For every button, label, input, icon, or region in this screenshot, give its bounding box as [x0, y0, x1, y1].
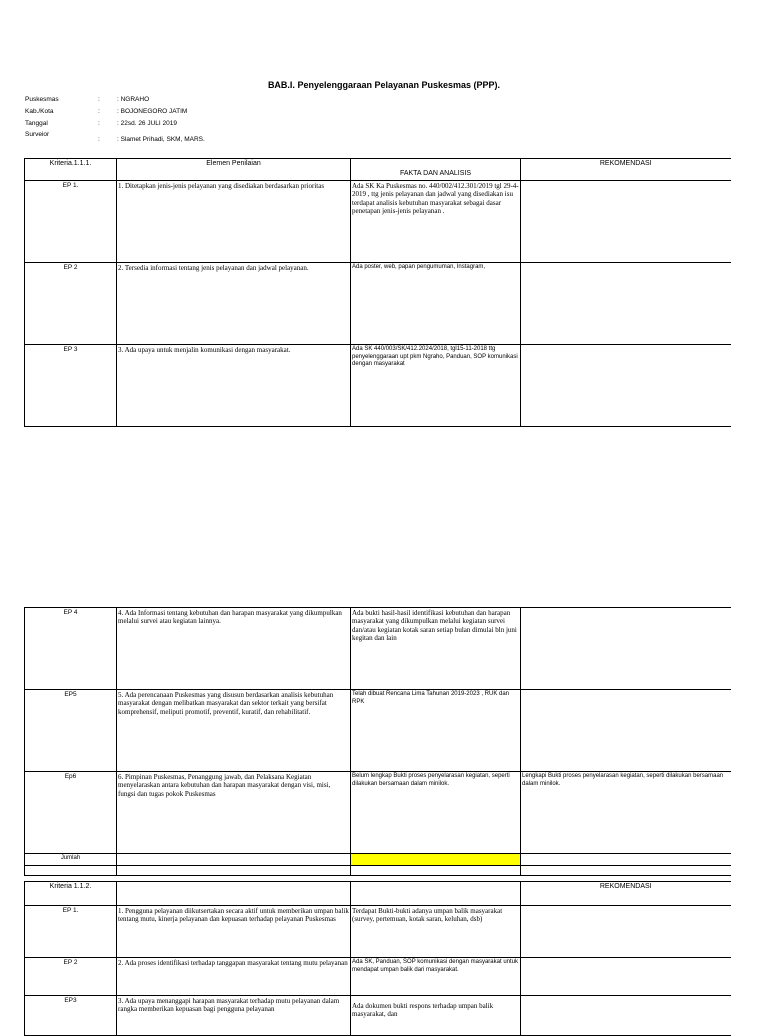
table-row [25, 958, 731, 996]
jumlah-row [25, 854, 731, 866]
elemen-cell: 3. Ada upaya menanggapi harapan masyarakat terhadap mutu pelayanan dalam rangka memberikan kepuasan bagi pengguna pelayanan [117, 996, 351, 1036]
header-fakta [351, 882, 521, 906]
rekomendasi-cell [521, 906, 731, 958]
header-rekomendasi: REKOMENDASI [521, 882, 731, 906]
elemen-cell: 1. Pengguna pelayanan diikutsertakan secara aktif untuk memberikan umpan balik tentang mutu, kinerja pelayanan dan kepuasan terhadap pelayanan Puskesmas [117, 906, 351, 958]
table-row [25, 181, 731, 263]
ep-label: EP 1. [25, 906, 117, 958]
fakta-cell: Telah dibuat Rencana Lima Tahunan 2019-2023 , RUK dan RPK [351, 690, 521, 772]
table-row [25, 608, 731, 690]
elemen-cell: 2. Tersedia informasi tentang jenis pelayanan dan jadwal pelayanan. [117, 263, 351, 345]
fakta-cell: Ada dokumen bukti respons terhadap umpan balik masyarakat, dan [351, 996, 521, 1036]
table-row [25, 690, 731, 772]
table-row [25, 263, 731, 345]
table-row [25, 772, 731, 854]
ep-label: EP3 [25, 996, 117, 1036]
spacer-cell [117, 866, 351, 876]
ep-label: EP 2 [25, 263, 117, 345]
table-row [25, 996, 731, 1036]
rekomendasi-cell: Lengkapi Bukti proses penyelarasan kegiatan, seperti dilakukan bersamaan dalam minilok. [521, 772, 731, 854]
meta-colon: : [98, 136, 100, 143]
rekomendasi-cell [521, 958, 731, 996]
elemen-cell: 3. Ada upaya untuk menjalin komunikasi dengan masyarakat. [117, 345, 351, 427]
header-rekomendasi: REKOMENDASI [521, 159, 731, 181]
fakta-cell: Terdapat Bukti-bukti adanya umpan balik masyarakat (survey, pertemuan, kotak saran, keluhan, dsb) [351, 906, 521, 958]
fakta-cell: Ada SK Ka Puskesmas no. 440/002/412.301/2019 tgl 29-4-2019 , ttg jenis pelayanan dan jadwal yang disediakan isu terdapat analisis kebutuhan masyarakat sebagai dasar penetapan jenis-jenis pelayanan . [351, 181, 521, 263]
ep-label: EP 2 [25, 958, 117, 996]
meta-value: : BOJONEGORO JATIM [117, 108, 188, 115]
ep-label: EP5 [25, 690, 117, 772]
meta-value: : NGRAHO [117, 96, 150, 103]
meta-colon: : [98, 96, 100, 103]
elemen-cell: 2. Ada proses identifikasi terhadap tanggapan masyarakat tentang mutu pelayanan [117, 958, 351, 996]
elemen-cell: 6. Pimpinan Puskesmas, Penanggung jawab, dan Pelaksana Kegiatan menyelaraskan antara kebutuhan dan harapan masyarakat dengan visi, misi, fungsi dan tugas pokok Puskesmas [117, 772, 351, 854]
rekomendasi-cell [521, 690, 731, 772]
table-header-row [25, 882, 731, 906]
header-fakta: FAKTA DAN ANALISIS [351, 159, 521, 181]
spacer-cell [521, 866, 731, 876]
ep-label: EP 1. [25, 181, 117, 263]
criteria-table-1-1-1-continued [24, 607, 731, 876]
rekomendasi-cell [521, 996, 731, 1036]
spacer-cell [25, 866, 117, 876]
meta-value: : Slamet Prihadi, SKM, MARS. [117, 136, 205, 143]
meta-label: Kab./Kota [25, 108, 54, 115]
table-row [25, 906, 731, 958]
jumlah-label: Jumlah [25, 854, 117, 866]
meta-value: : 22sd. 26 JULI 2019 [117, 120, 177, 127]
spacer-cell [351, 866, 521, 876]
header-elemen: Elemen Penilaian [117, 159, 351, 181]
jumlah-elemen [117, 854, 351, 866]
table-row [25, 345, 731, 427]
fakta-cell: Belum lengkap Bukti proses penyelarasan kegiatan, seperti dilakukan bersamaan dalam minilok. [351, 772, 521, 854]
ep-label: Ep6 [25, 772, 117, 854]
fakta-cell: Ada SK, Panduan, SOP komunikasi dengan masyarakat untuk mendapat umpan balik dari masyarakat. [351, 958, 521, 996]
rekomendasi-cell [521, 263, 731, 345]
elemen-cell: 5. Ada perencanaan Puskesmas yang disusun berdasarkan analisis kebutuhan masyarakat dengan melibatkan masyarakat dan sektor terkait yang bersifat komprehensif, meliputi promotif, preventif, kuratif, dan rehabilitatif. [117, 690, 351, 772]
jumlah-rekomendasi [521, 854, 731, 866]
table-header-row [25, 159, 731, 181]
elemen-cell: 1. Ditetapkan jenis-jenis pelayanan yang disediakan berdasarkan prioritas [117, 181, 351, 263]
meta-label: Tanggal [25, 120, 48, 127]
rekomendasi-cell [521, 608, 731, 690]
header-kriteria: Kriteria 1.1.2. [25, 882, 117, 906]
meta-colon: : [98, 120, 100, 127]
rekomendasi-cell [521, 181, 731, 263]
criteria-table-1-1-1 [24, 158, 731, 427]
rekomendasi-cell [521, 345, 731, 427]
header-kriteria: Kriteria.1.1.1. [25, 159, 117, 181]
ep-label: EP 3 [25, 345, 117, 427]
elemen-cell: 4. Ada Informasi tentang kebutuhan dan harapan masyarakat yang dikumpulkan melalui survei atau kegiatan lainnya. [117, 608, 351, 690]
jumlah-highlight [351, 854, 521, 866]
ep-label: EP 4 [25, 608, 117, 690]
spacer-row [25, 866, 731, 876]
meta-label: Puskesmas [25, 96, 59, 103]
fakta-cell: Ada SK 440/003/SK/412.2024/2018, tgl15-11-2018 ttg penyelenggaraan upt pkm Ngraho, Panduan, SOP komunikasi dengan masyarakat [351, 345, 521, 427]
criteria-table-1-1-2 [24, 881, 731, 1036]
fakta-cell: Ada poster, web, papan pengumuman, Instagram, [351, 263, 521, 345]
meta-colon: : [98, 108, 100, 115]
fakta-cell: Ada bukti hasil-hasil identifikasi kebutuhan dan harapan masyarakat yang dikumpulkan melalui kegiatan survei dan/atau kegiatan kotak saran setiap bulan dimulai bln juni kegitan dan lain [351, 608, 521, 690]
meta-label: Surveior [25, 131, 50, 138]
header-elemen [117, 882, 351, 906]
page-title: BAB.I. Penyelenggaraan Pelayanan Puskesmas (PPP). [267, 80, 501, 90]
